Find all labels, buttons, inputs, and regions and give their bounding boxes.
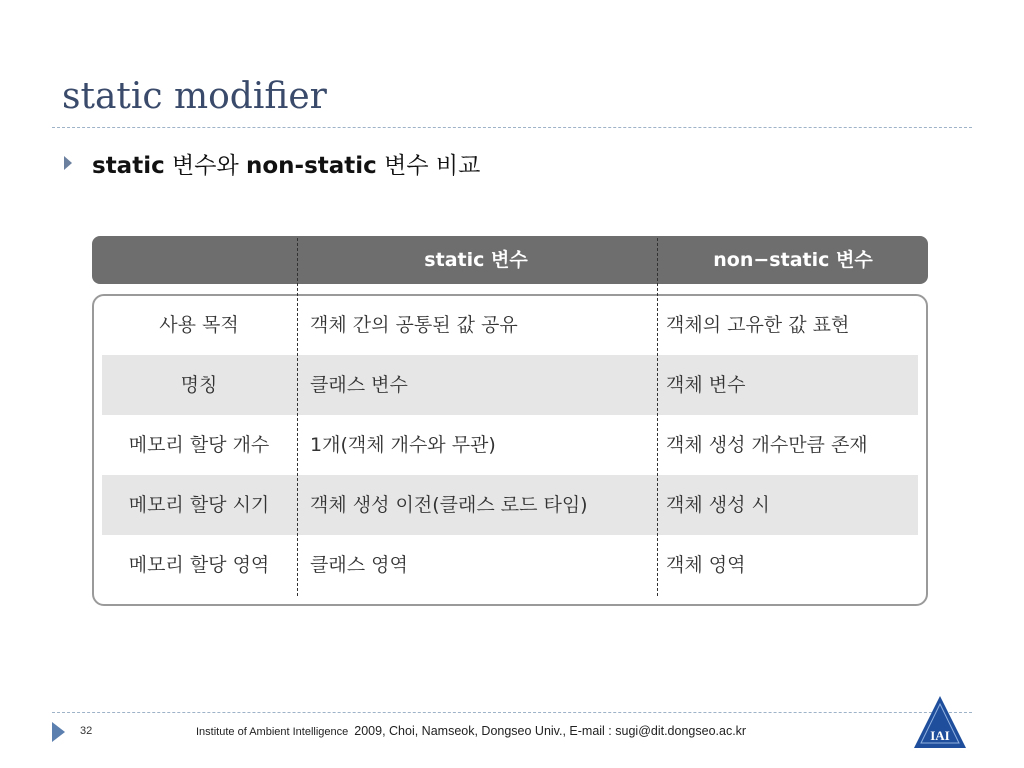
row-label: 사용 목적: [159, 314, 239, 336]
bullet-text-end: 변수 비교: [376, 152, 481, 179]
header-static: static 변수: [424, 249, 528, 271]
row-label: 명칭: [180, 374, 218, 396]
footer-divider: [52, 712, 972, 713]
column-divider: [657, 238, 658, 596]
static-value: 객체 생성 이전(클래스 로드 타임): [310, 494, 588, 516]
header-nonstatic: non−static 변수: [713, 249, 873, 271]
row-label: 메모리 할당 개수: [128, 434, 270, 456]
bullet-text-nonstatic: non-static: [246, 152, 377, 179]
bullet-arrow-icon: [64, 156, 72, 170]
table-row: [102, 415, 918, 475]
bullet-text-static: static: [92, 152, 165, 179]
nonstatic-value: 객체의 고유한 값 표현: [666, 314, 850, 336]
slide-title: static modifier: [62, 76, 327, 117]
logo-text: IAI: [930, 728, 950, 743]
static-value: 1개(객체 개수와 무관): [310, 434, 496, 456]
page-number: 32: [80, 725, 93, 737]
nonstatic-value: 객체 생성 시: [666, 494, 770, 516]
footer-institute: Institute of Ambient Intelligence: [196, 726, 349, 738]
table-row: [102, 295, 918, 355]
static-value: 클래스 영역: [310, 554, 408, 576]
row-label: 메모리 할당 시기: [128, 494, 270, 516]
static-value: 클래스 변수: [310, 374, 408, 396]
table-row: [102, 355, 918, 415]
bullet-item: [64, 146, 480, 180]
row-label: 메모리 할당 영역: [128, 554, 270, 576]
bullet-text-mid: 변수와: [164, 152, 246, 179]
next-slide-arrow-icon[interactable]: [52, 722, 65, 742]
table-header: [92, 236, 928, 284]
nonstatic-value: 객체 생성 개수만큼 존재: [666, 434, 868, 456]
bullet-text: [92, 147, 480, 180]
table-row: [102, 475, 918, 535]
footer-author: 2009, Choi, Namseok, Dongseo Univ., E-mail : sugi@dit.dongseo.ac.kr: [354, 724, 747, 738]
iai-logo: [912, 694, 968, 750]
static-value: 객체 간의 공통된 값 공유: [310, 314, 518, 336]
comparison-table: [92, 236, 928, 604]
table-row: [102, 535, 918, 595]
nonstatic-value: 객체 영역: [666, 554, 746, 576]
title-divider: [52, 127, 972, 128]
column-divider: [297, 238, 298, 596]
footer-credit: [196, 724, 746, 738]
nonstatic-value: 객체 변수: [666, 374, 746, 396]
